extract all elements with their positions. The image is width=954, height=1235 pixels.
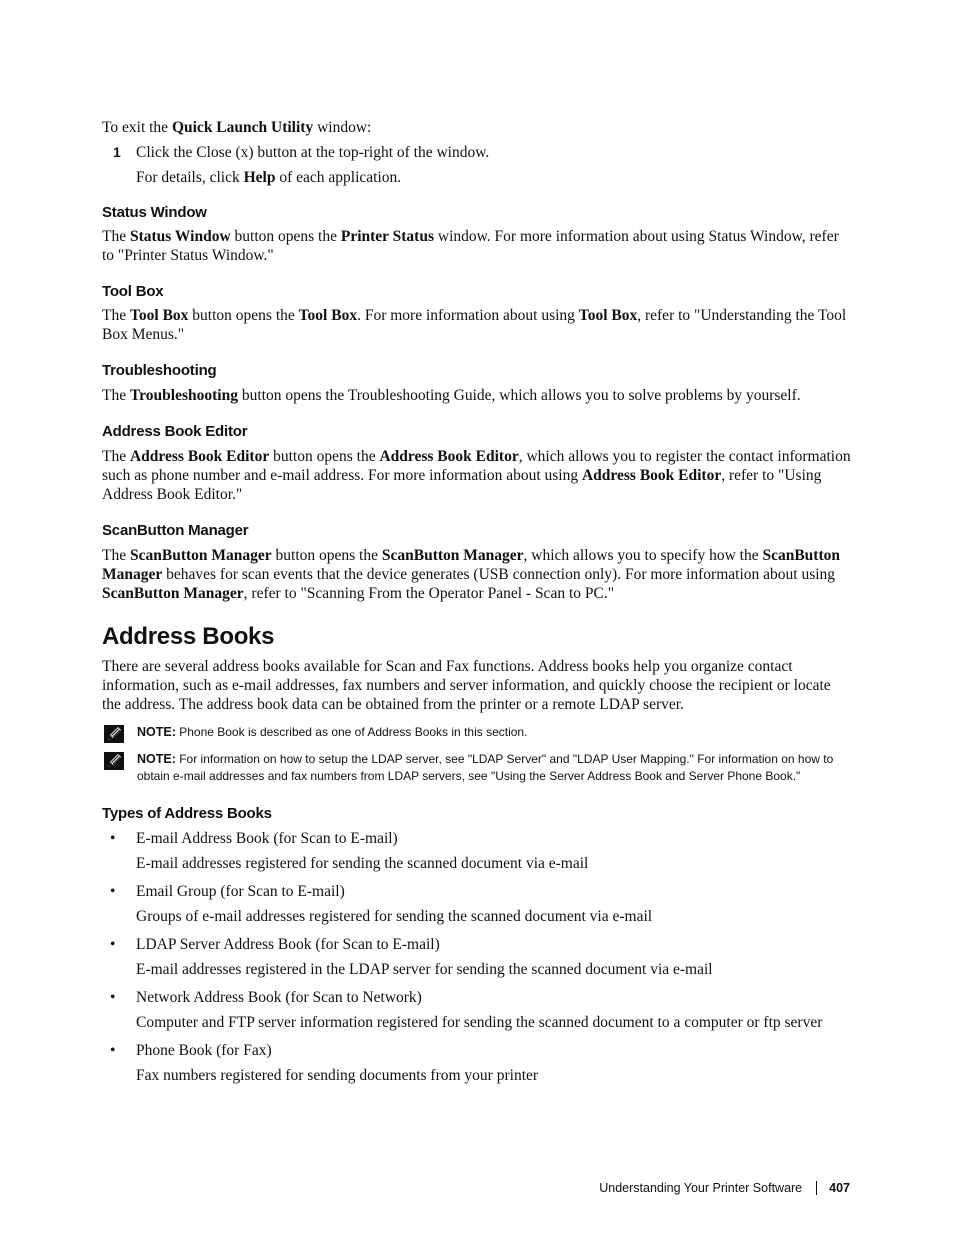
list-item-title: • Email Group (for Scan to E-mail) [110, 883, 345, 900]
list-item-title: • LDAP Server Address Book (for Scan to E-mail) [110, 936, 440, 953]
page-content [102, 118, 852, 1085]
note-pencil-icon [104, 752, 124, 770]
page-number: 407 [829, 1181, 850, 1195]
note-text: For information on how to setup the LDAP server, see "LDAP Server" and "LDAP User Mapping." For information on how to obtain e-mail addresses and fax numbers from LDAP servers, see "Using the Server Address Book and Server Phone Book." [137, 752, 834, 783]
footer-divider [816, 1181, 817, 1195]
status-window-body: The Status Window button opens the Printer Status window. For more information about using Status Window, refer to "Printer Status Window." [102, 228, 839, 264]
exit-details: For details, click Help of each application. [136, 169, 402, 186]
step-text: Click the Close (x) button at the top-right of the window. [136, 144, 490, 161]
address-books-heading: Address Books [102, 623, 275, 650]
bullet: • [110, 1042, 116, 1059]
note-label: NOTE: [137, 725, 176, 739]
address-book-editor-body: The Address Book Editor button opens the Address Book Editor, which allows you to register the contact information such as phone number and e-mail address. For more information about using Address Book Editor, refer to "Using Address Book Editor." [102, 448, 851, 503]
list-item-desc: Groups of e-mail addresses registered for sending the scanned document via e-mail [136, 908, 653, 925]
list-item-title: • Network Address Book (for Scan to Network) [110, 989, 422, 1006]
note-text: Phone Book is described as one of Address Books in this section. [175, 725, 528, 739]
list-item [102, 988, 852, 1032]
list-item [102, 935, 852, 979]
address-books-intro: There are several address books available for Scan and Fax functions. Address books help you organize contact information, such as e-mail addresses, fax numbers and server information, and quickly choose the recipient or locate the address. The address book data can be obtained from the printer or a remote LDAP server. [102, 658, 831, 713]
note-phone-book [102, 724, 852, 741]
types-list [102, 829, 852, 1085]
page-footer [599, 1181, 850, 1195]
address-book-editor-heading: Address Book Editor [102, 423, 248, 440]
exit-step [102, 143, 852, 162]
bullet: • [110, 989, 116, 1006]
tool-box-body: The Tool Box button opens the Tool Box. For more information about using Tool Box, refer to "Understanding the Tool Box Menus." [102, 307, 847, 343]
list-item-desc: E-mail addresses registered in the LDAP server for sending the scanned document via e-mail [136, 961, 713, 978]
list-item-title: • E-mail Address Book (for Scan to E-mail) [110, 830, 398, 847]
troubleshooting-body: The Troubleshooting button opens the Troubleshooting Guide, which allows you to solve problems by yourself. [102, 387, 801, 404]
scanbutton-manager-heading: ScanButton Manager [102, 522, 249, 539]
note-pencil-icon [104, 725, 124, 743]
list-item-desc: Fax numbers registered for sending documents from your printer [136, 1067, 539, 1084]
status-window-heading: Status Window [102, 204, 207, 221]
footer-section-title: Understanding Your Printer Software [599, 1181, 803, 1195]
bullet: • [110, 883, 116, 900]
bullet: • [110, 936, 116, 953]
list-item [102, 882, 852, 926]
list-item [102, 1041, 852, 1085]
types-heading: Types of Address Books [102, 805, 272, 822]
tool-box-heading: Tool Box [102, 283, 164, 300]
step-number: 1 [113, 144, 121, 160]
troubleshooting-heading: Troubleshooting [102, 362, 217, 379]
bullet: • [110, 830, 116, 847]
note-ldap-server [102, 751, 852, 785]
exit-intro: To exit the Quick Launch Utility window: [102, 119, 372, 136]
list-item-desc: E-mail addresses registered for sending the scanned document via e-mail [136, 855, 589, 872]
note-label: NOTE: [137, 752, 176, 766]
list-item [102, 829, 852, 873]
list-item-title: • Phone Book (for Fax) [110, 1042, 272, 1059]
scanbutton-manager-body: The ScanButton Manager button opens the ScanButton Manager, which allows you to specify how the ScanButton Manager behaves for scan events that the device generates (USB connection only). For more information about using ScanButton Manager, refer to "Scanning From the Operator Panel - Scan to PC." [102, 547, 840, 602]
list-item-desc: Computer and FTP server information registered for sending the scanned document to a computer or ftp server [136, 1014, 823, 1031]
